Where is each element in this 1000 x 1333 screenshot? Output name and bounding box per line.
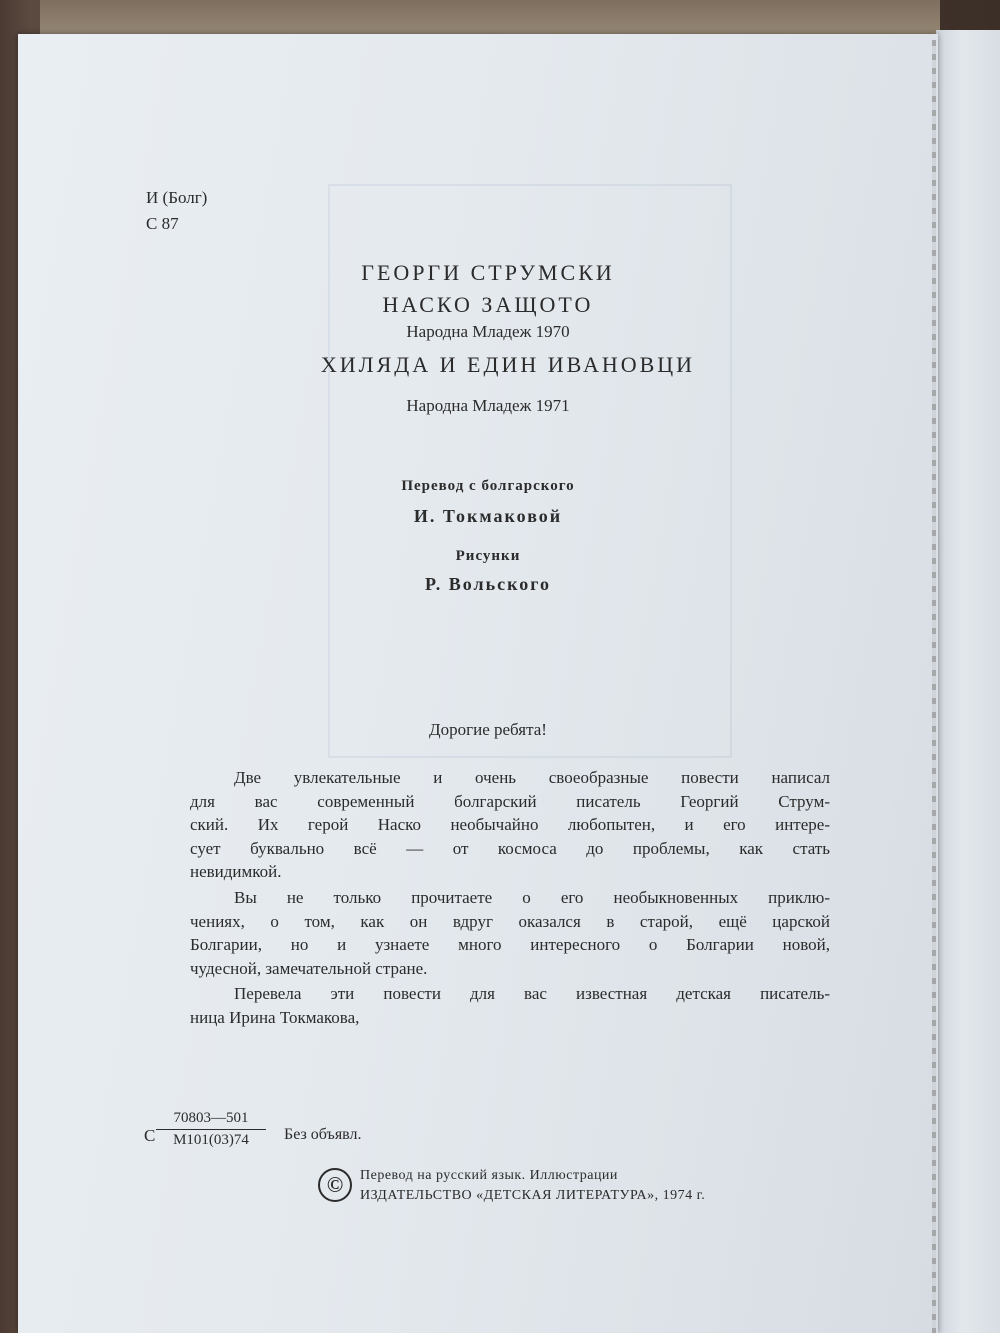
text-line: Вы не только прочитаете о его необыкновенных приклю- — [234, 888, 830, 907]
intro-paragraph-2 — [190, 886, 830, 980]
original-title-2: ХИЛЯДА И ЕДИН ИВАНОВЦИ — [320, 352, 696, 377]
binding-stitching — [932, 40, 936, 1333]
copyright-icon: © — [318, 1168, 352, 1202]
copyright-line-1: Перевод на русский язык. Иллюстрации — [360, 1168, 618, 1183]
call-number-line-1: И (Болг) — [146, 188, 208, 207]
index-letter: С — [144, 1126, 156, 1145]
call-number-line-2: С 87 — [146, 214, 179, 233]
text-line: невидимкой. — [190, 862, 282, 881]
original-publisher-2: Народна Младеж 1971 — [406, 396, 570, 415]
text-line: сует буквально всё — от космоса до проблемы, как стать — [190, 838, 830, 858]
text-line: Перевела эти повести для вас известная детская писатель- — [234, 984, 830, 1003]
index-fraction — [156, 1110, 266, 1149]
text-line: для вас современный болгарский писатель Георгий Струм- — [190, 791, 830, 811]
author-original: ГЕОРГИ СТРУМСКИ — [361, 260, 615, 285]
original-publisher-1: Народна Младеж 1970 — [406, 322, 570, 341]
copyright-line-2: ИЗДАТЕЛЬСТВО «ДЕТСКАЯ ЛИТЕРАТУРА», 1974 г. — [360, 1188, 706, 1203]
text-line: Две увлекательные и очень своеобразные повести написал — [234, 768, 830, 787]
index-numerator: 70803—501 — [156, 1110, 266, 1130]
text-line: чудесной, замечательной стране. — [190, 958, 428, 978]
adjacent-page — [936, 30, 1000, 1333]
intro-paragraph-3 — [190, 982, 830, 1029]
no-ads-note: Без объявл. — [284, 1126, 362, 1143]
translation-label: Перевод с болгарского — [401, 478, 575, 494]
translator-name: И. Токмаковой — [413, 506, 563, 526]
illustrations-label: Рисунки — [455, 548, 521, 564]
text-line: чениях, о том, как он вдруг оказался в старой, ещё царской — [190, 911, 830, 931]
title-page — [18, 34, 938, 1333]
text-line: Болгарии, но и узнаете много интересного о Болгарии новой, — [190, 935, 830, 954]
text-line: ница Ирина Токмакова, — [190, 1007, 360, 1027]
illustrator-name: Р. Вольского — [425, 574, 551, 594]
text-line: ский. Их герой Наско необычайно любопытен, и его интере- — [190, 815, 830, 834]
greeting: Дорогие ребята! — [429, 720, 547, 739]
index-denominator: М101(03)74 — [173, 1132, 249, 1148]
original-title-1: НАСКО ЗАЩОТО — [382, 292, 594, 317]
intro-paragraph-1 — [190, 766, 830, 884]
